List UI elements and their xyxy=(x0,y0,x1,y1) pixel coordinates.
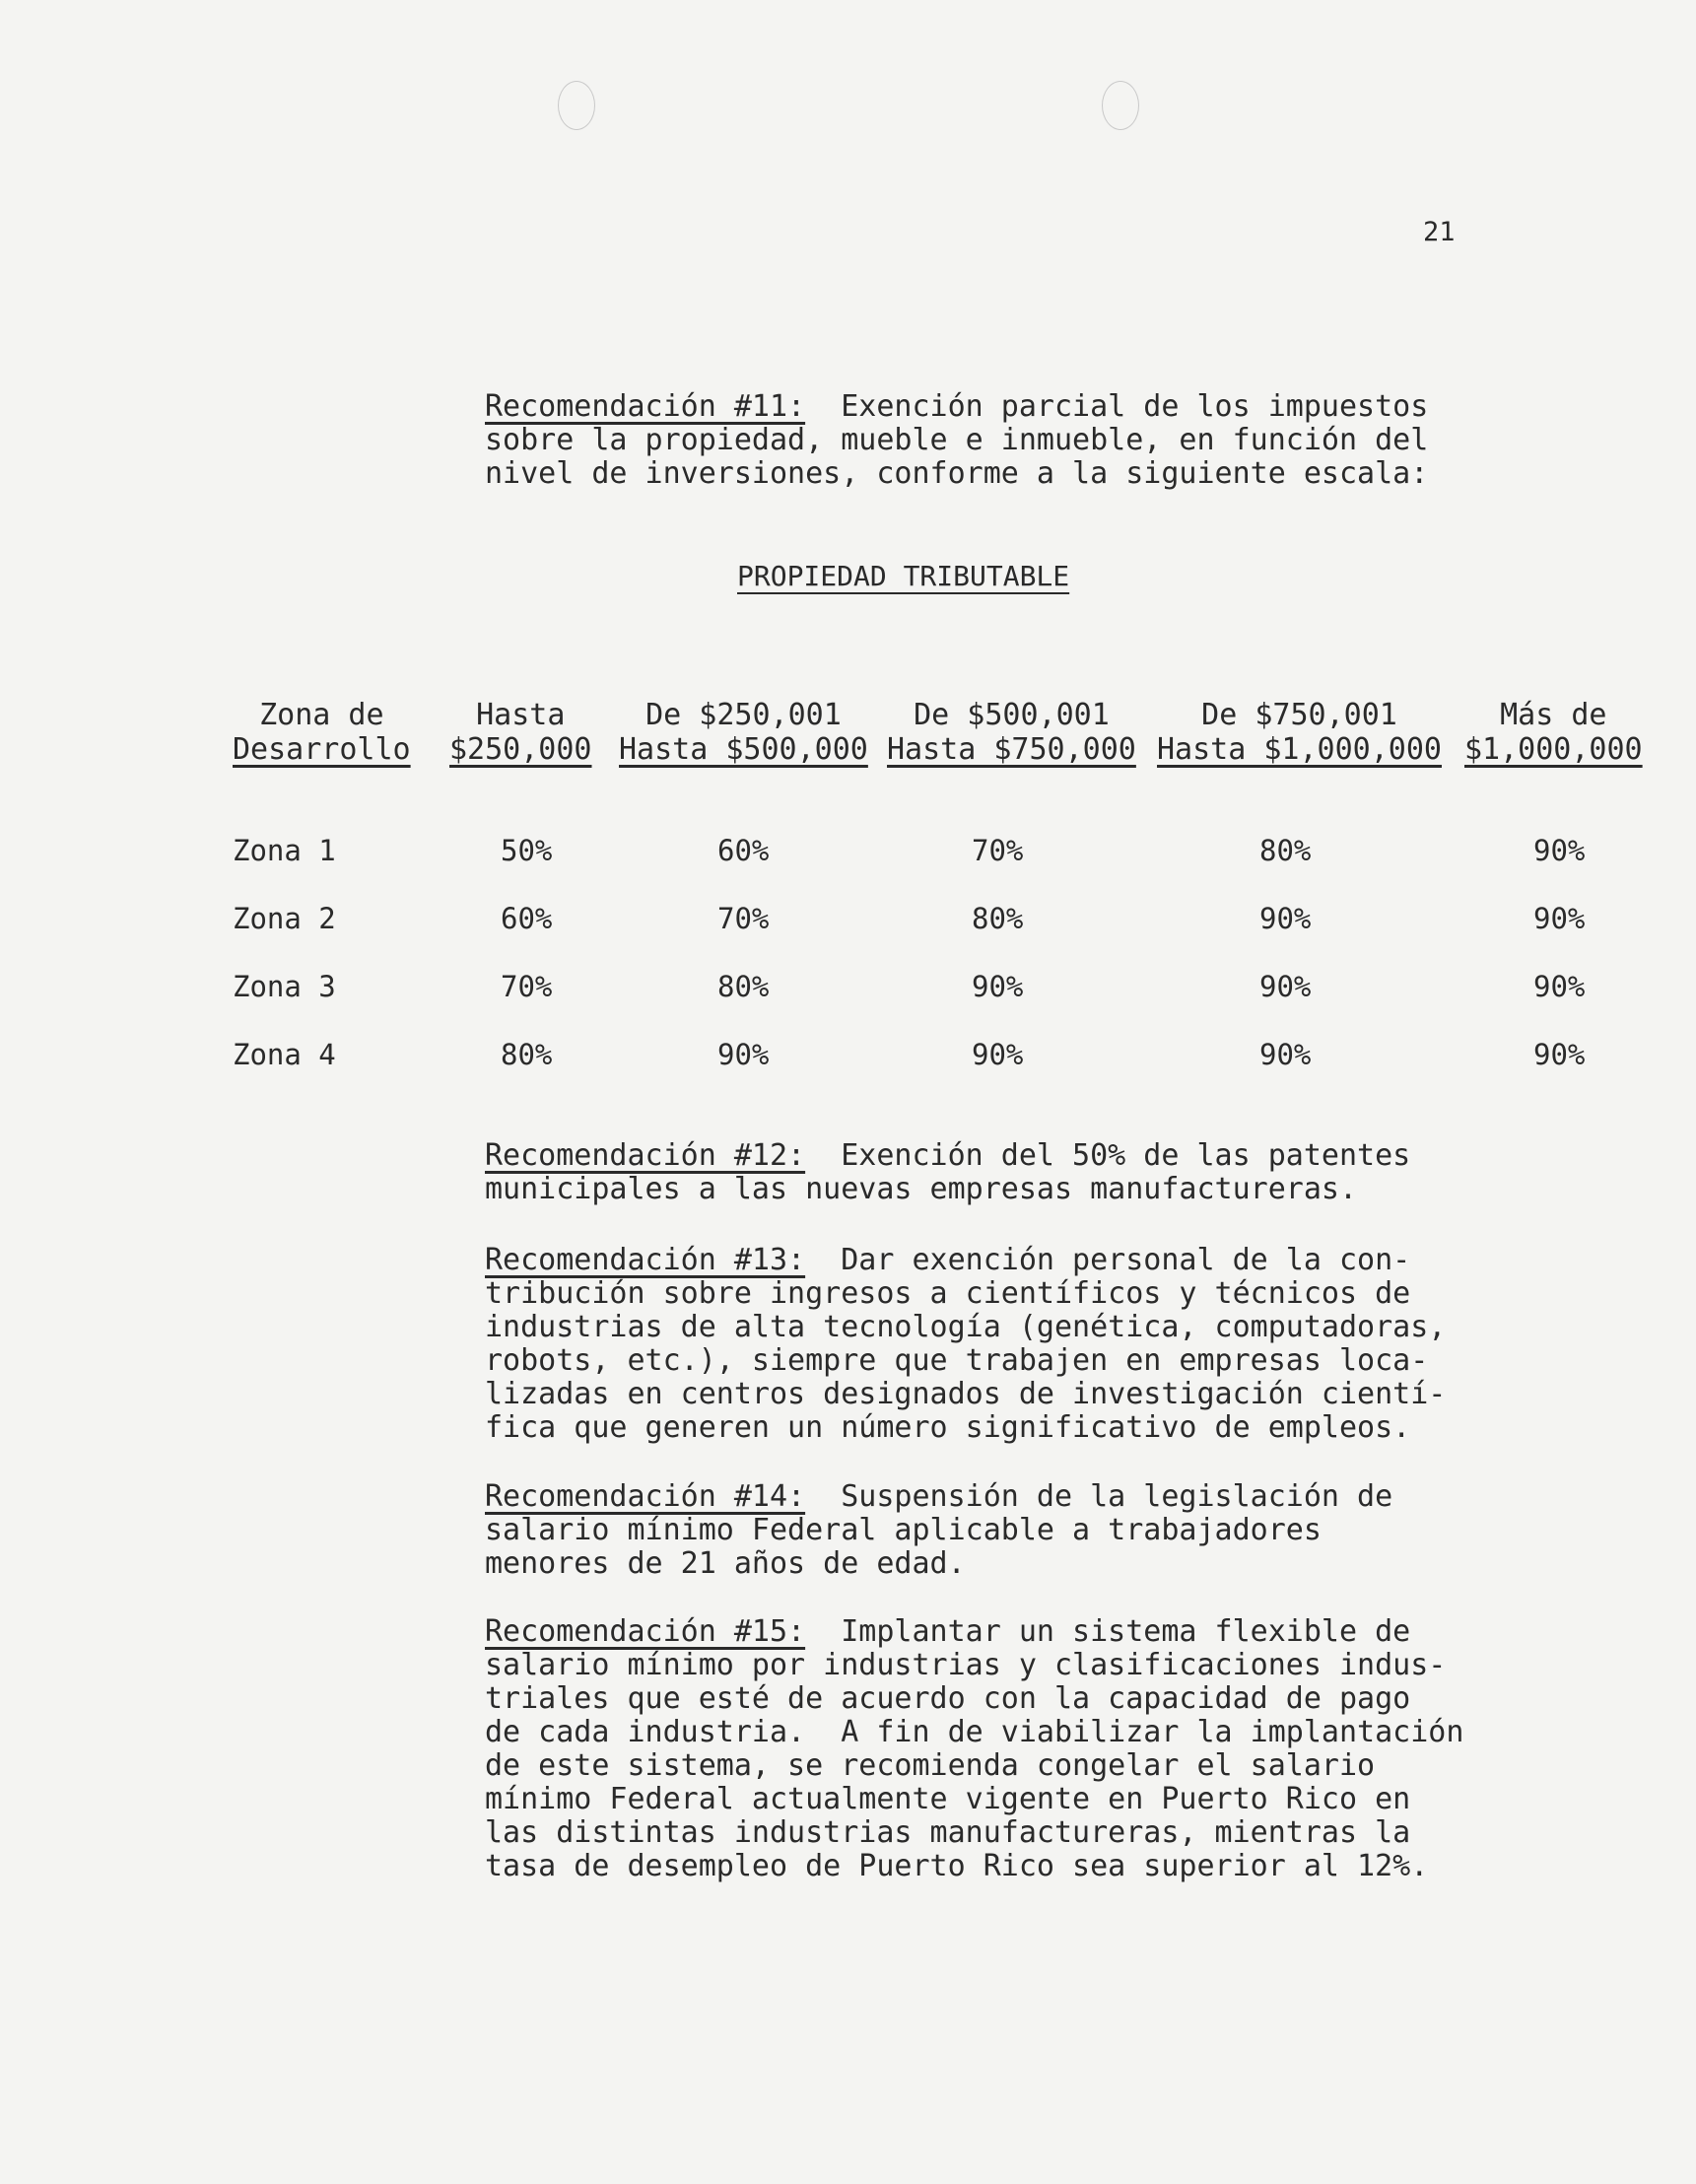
recommendation-12 xyxy=(485,1139,1480,1206)
recommendation-14 xyxy=(485,1480,1480,1581)
table-cell: 90% xyxy=(717,1038,770,1071)
recommendation-label: Recomendación #14: xyxy=(485,1479,806,1514)
table-cell: 90% xyxy=(972,1038,1024,1071)
table-cell: 90% xyxy=(1533,834,1586,867)
table-cell: 80% xyxy=(501,1038,553,1071)
table-cell: 90% xyxy=(1533,902,1586,935)
recommendation-text: Exención parcial de los impuestos sobre la propiedad, mueble e inmueble, en función del nivel de inversiones, conforme a la siguiente escala: xyxy=(485,389,1429,491)
table-cell: 70% xyxy=(972,834,1024,867)
table-cell: 60% xyxy=(717,834,770,867)
recommendation-11 xyxy=(485,390,1480,491)
recommendation-text: Exención del 50% de las patentes municipales a las nuevas empresas manufactureras. xyxy=(485,1138,1411,1206)
column-header-tier-4: De $750,001 Hasta $1,000,000 xyxy=(1157,698,1442,767)
zone-label: Zona 4 xyxy=(233,1038,336,1071)
zone-label: Zona 2 xyxy=(233,902,336,935)
table-cell: 90% xyxy=(1259,970,1312,1003)
recommendation-label: Recomendación #15: xyxy=(485,1614,806,1649)
recommendation-text: Dar exención personal de la con- tribución sobre ingresos a científicos y técnicos de industrias de alta tecnología (genética, computadoras, robots, etc.), siempre que trabajen en empresas loca- lizadas en centros designados de investigación cientí- fica que generen un número significativo de empleos. xyxy=(485,1243,1447,1445)
table-cell: 90% xyxy=(1533,970,1586,1003)
table-cell: 80% xyxy=(717,970,770,1003)
zone-label: Zona 1 xyxy=(233,834,336,867)
recommendation-label: Recomendación #11: xyxy=(485,389,806,424)
punch-hole-mark xyxy=(1102,81,1139,130)
column-header-zone: Zona de Desarrollo xyxy=(233,698,411,767)
table-title: PROPIEDAD TRIBUTABLE xyxy=(737,560,1070,592)
table-cell: 90% xyxy=(972,970,1024,1003)
zone-label: Zona 3 xyxy=(233,970,336,1003)
table-cell: 50% xyxy=(501,834,553,867)
column-header-tier-1: Hasta $250,000 xyxy=(449,698,592,767)
table-cell: 90% xyxy=(1259,902,1312,935)
table-cell: 90% xyxy=(1259,1038,1312,1071)
recommendation-text: Suspensión de la legislación de salario mínimo Federal aplicable a trabajadores menores de 21 años de edad. xyxy=(485,1479,1393,1581)
recommendation-label: Recomendación #12: xyxy=(485,1138,806,1173)
table-cell: 70% xyxy=(501,970,553,1003)
table-cell: 80% xyxy=(972,902,1024,935)
column-header-tier-2: De $250,001 Hasta $500,000 xyxy=(619,698,868,767)
table-cell: 70% xyxy=(717,902,770,935)
recommendation-13 xyxy=(485,1244,1480,1445)
recommendation-text: Implantar un sistema flexible de salario mínimo por industrias y clasificaciones indus- triales que esté de acuerdo con la capacidad de pago de cada industria. A fin de viabilizar la implantación de este sistema, se recomienda congelar el salario mínimo Federal actualmente vigente en Puerto Rico en las distintas industrias manufactureras, mientras la tasa de desempleo de Puerto Rico sea superior al 12%. xyxy=(485,1614,1464,1883)
column-header-tier-3: De $500,001 Hasta $750,000 xyxy=(887,698,1136,767)
punch-hole-mark xyxy=(558,81,595,130)
recommendation-label: Recomendación #13: xyxy=(485,1243,806,1277)
table-cell: 60% xyxy=(501,902,553,935)
table-cell: 80% xyxy=(1259,834,1312,867)
page-number: 21 xyxy=(1423,217,1456,247)
table-cell: 90% xyxy=(1533,1038,1586,1071)
column-header-tier-5: Más de $1,000,000 xyxy=(1464,698,1643,767)
recommendation-15 xyxy=(485,1615,1480,1883)
